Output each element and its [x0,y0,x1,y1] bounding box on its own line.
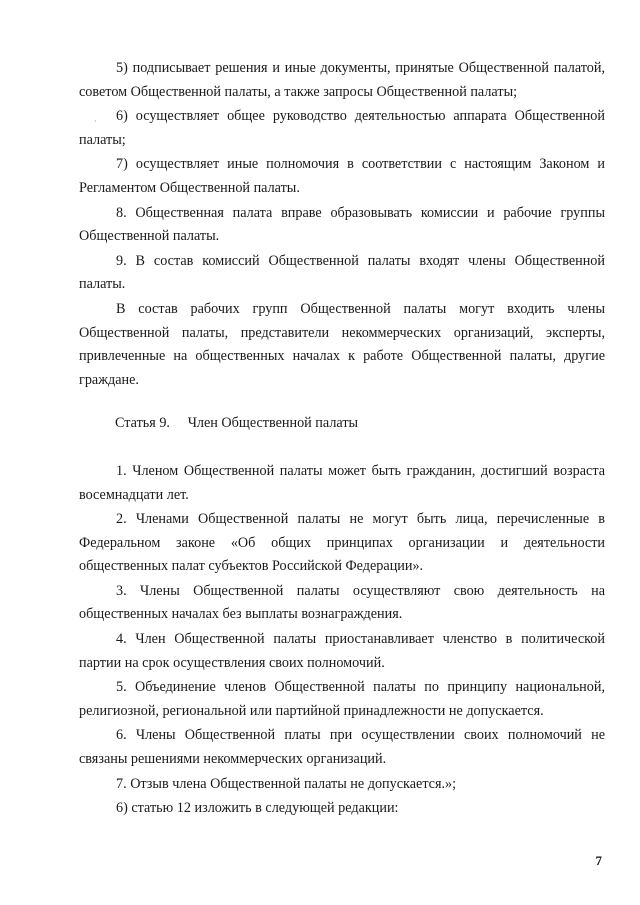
paragraph: 8. Общественная палата вправе образовывать комиссии и рабочие группы Общественной палаты. [79,204,605,245]
paragraph: 2. Членами Общественной палаты не могут быть лица, перечисленные в Федеральном законе «Об общих принципах организации и деятельности общественных палат субъектов Российской Федерации». [79,511,605,575]
paragraph: 9. В состав комиссий Общественной палаты входят члены Общественной палаты. [79,252,605,293]
scan-artifact: · [94,117,97,126]
document-body [79,57,605,822]
paragraph: 5) подписывает решения и иные документы, принятые Общественной палатой, советом Общественной палаты, а также запросы Общественной палаты; [79,60,605,100]
paragraph: 6. Члены Общественной платы при осуществлении своих полномочий не связаны решениями некоммерческих организаций. [79,727,605,768]
paragraph: 7. Отзыв члена Общественной палаты не допускается.»; [116,775,457,792]
page-number: 7 [595,853,602,868]
paragraph: 3. Члены Общественной палаты осуществляют свою деятельность на общественных началах без выплаты вознаграждения. [79,582,605,623]
paragraph: 6) осуществляет общее руководство деятельностью аппарата Общественной палаты; [79,108,605,148]
paragraph: В состав рабочих групп Общественной палаты могут входить члены Общественной палаты, представители некоммерческих организаций, эксперты, привлеченные на общественных началах к работе Общественной палаты, другие граждане. [79,300,605,388]
paragraph: 4. Член Общественной палаты приостанавливает членство в политической партии на срок осуществления своих полномочий. [79,631,605,671]
paragraph: 5. Объединение членов Общественной палаты по принципу национальной, религиозной, региональной или партийной принадлежности не допускается. [79,679,605,719]
paragraph: 1. Членом Общественной палаты может быть гражданин, достигший возраста восемнадцати лет. [79,462,605,503]
paragraph: 6) статью 12 изложить в следующей редакции: [116,800,399,817]
article-heading: Статья 9. Член Общественной палаты [115,415,359,432]
paragraph: 7) осуществляет иные полномочия в соответствии с настоящим Законом и Регламентом Общественной палаты. [79,156,605,196]
